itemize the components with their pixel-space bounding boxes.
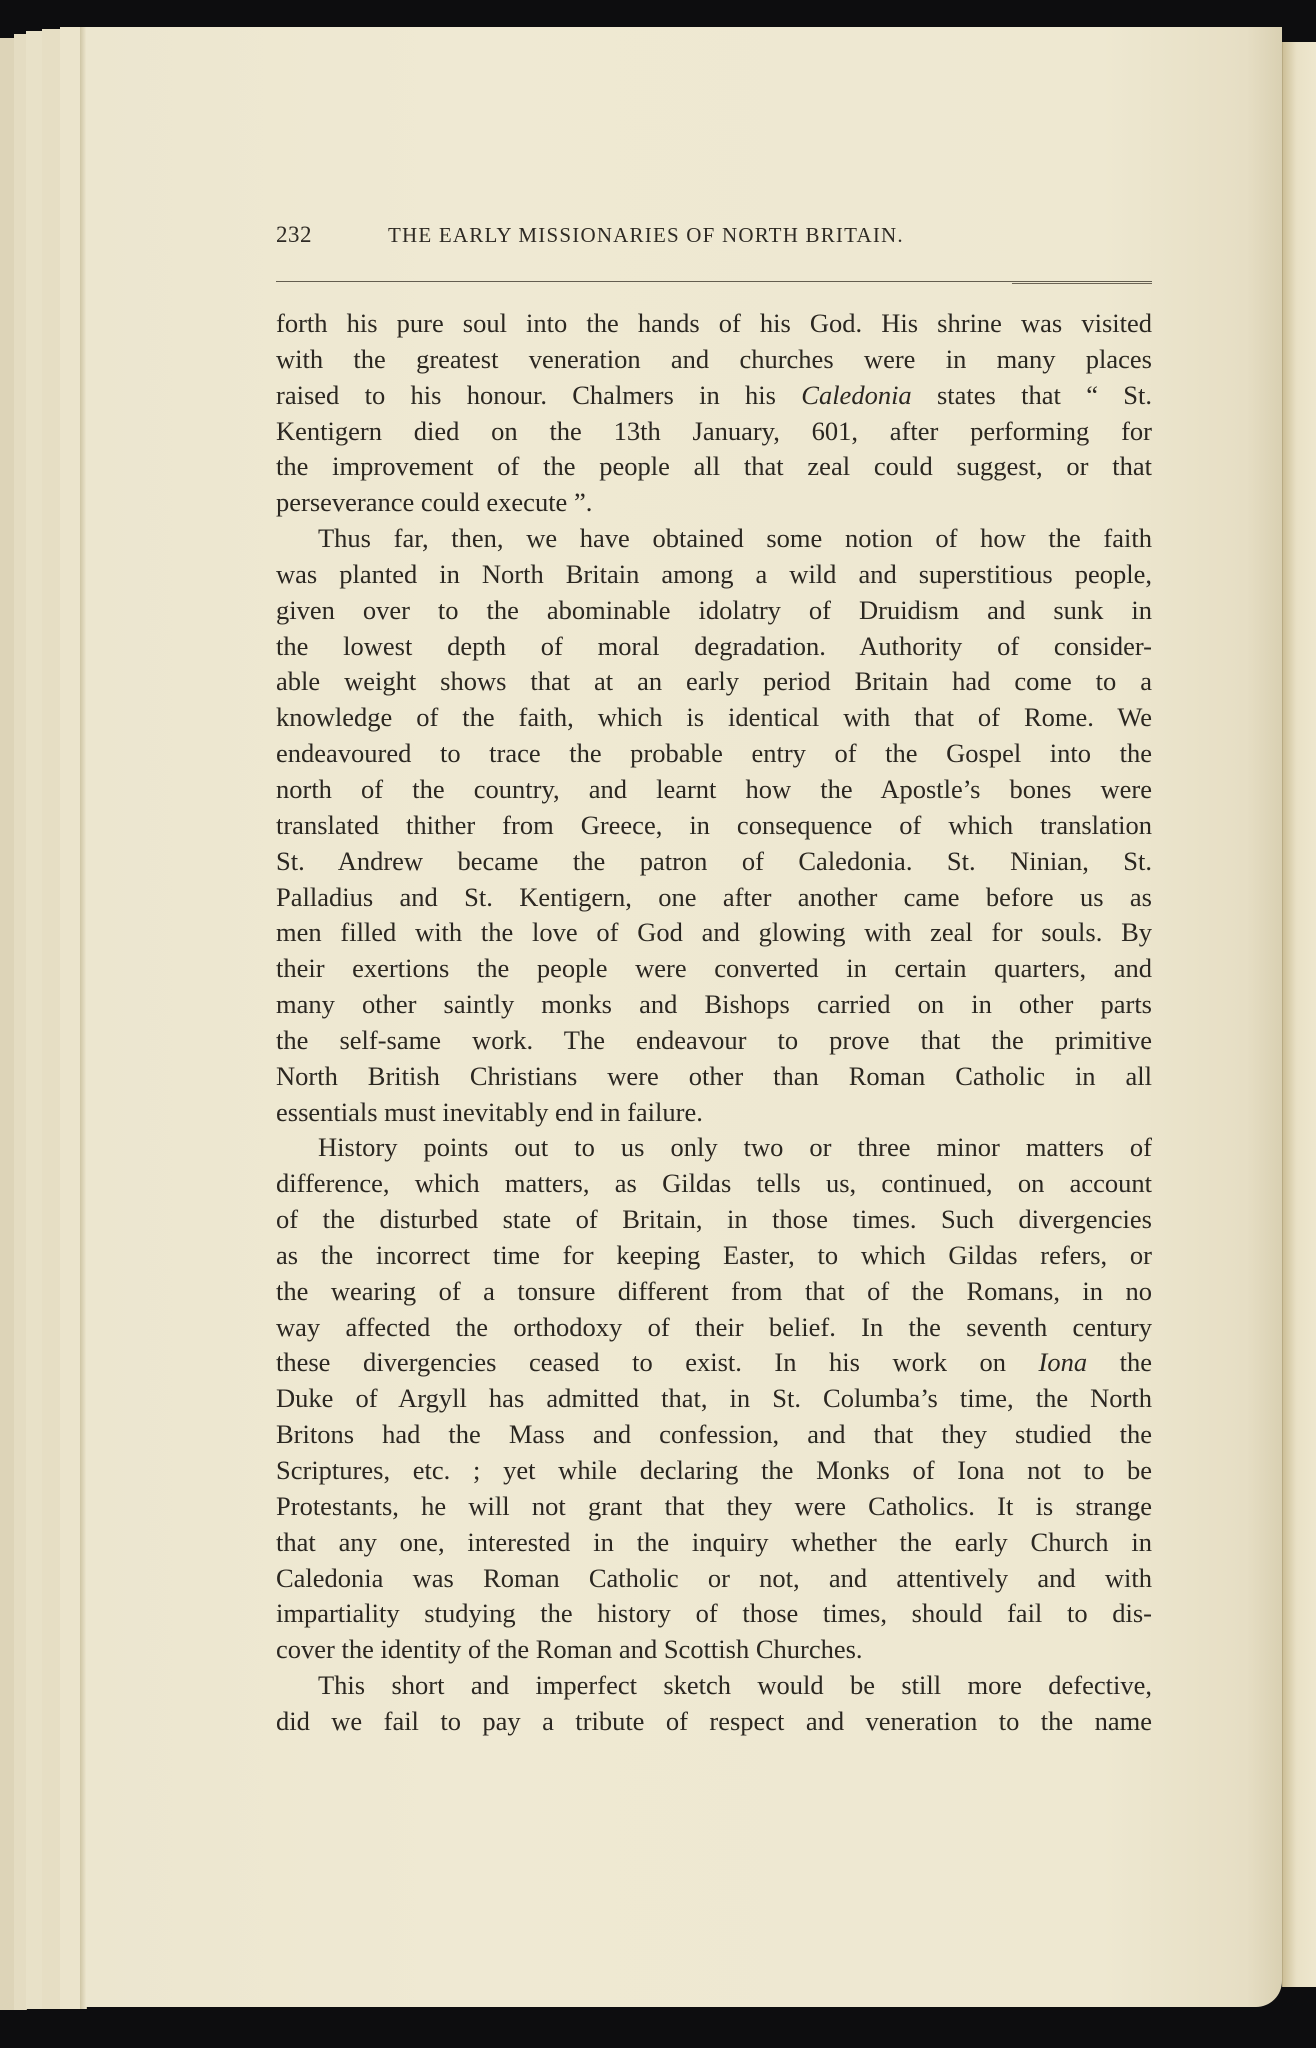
text-line	[276, 772, 1152, 808]
text-run: Duke of Argyll has admitted that, in St. Columba’s time, the North	[276, 1383, 1152, 1414]
text-line	[276, 1095, 1152, 1131]
text-run: endeavoured to trace the probable entry of the Gospel into the	[276, 738, 1152, 769]
text-line	[276, 1453, 1152, 1489]
paragraph	[276, 521, 1152, 1130]
text-run: knowledge of the faith, which is identical with that of Rome. We	[276, 702, 1152, 733]
text-run: impartiality studying the history of those times, should fail to dis-	[276, 1598, 1152, 1629]
text-line	[276, 1059, 1152, 1095]
text-run: the self-same work. The endeavour to prove that the primitive	[276, 1024, 1152, 1055]
text-run: that any one, interested in the inquiry whether the early Church in	[276, 1526, 1152, 1557]
text-run: was planted in North Britain among a wild and superstitious people,	[276, 558, 1152, 589]
text-line	[276, 1345, 1152, 1381]
text-run: these divergencies ceased to exist. In his work on	[276, 1347, 1039, 1378]
text-run: the lowest depth of moral degradation. Authority of consider-	[276, 630, 1152, 661]
text-line	[276, 1274, 1152, 1310]
text-run: North British Christians were other than Roman Catholic in all	[276, 1060, 1152, 1091]
body-text	[276, 306, 1152, 1740]
text-line	[276, 1704, 1152, 1740]
text-run: states that “ St.	[911, 379, 1152, 410]
text-run: the	[1087, 1347, 1152, 1378]
text-line	[276, 1596, 1152, 1632]
text-run: their exertions the people were converted in certain quarters, and	[276, 953, 1152, 984]
text-run: many other saintly monks and Bishops carried on in other parts	[276, 989, 1152, 1020]
text-run: the wearing of a tonsure different from that of the Romans, in no	[276, 1275, 1152, 1306]
text-line	[276, 1166, 1152, 1202]
text-line	[276, 521, 1152, 557]
text-line	[276, 664, 1152, 700]
text-run: forth his pure soul into the hands of his God. His shrine was visited	[276, 308, 1152, 338]
text-run: Protestants, he will not grant that they were Catholics. It is strange	[276, 1490, 1152, 1521]
text-run: Thus far, then, we have obtained some notion of how the faith	[318, 523, 1152, 554]
text-line	[276, 593, 1152, 629]
text-line	[276, 1310, 1152, 1346]
italic-title: Caledonia	[801, 379, 912, 410]
text-run: Kentigern died on the 13th January, 601, after performing for	[276, 415, 1152, 446]
running-head	[276, 222, 1156, 248]
text-line	[276, 1489, 1152, 1525]
page-number: 232	[276, 222, 312, 247]
text-run: with the greatest veneration and churches were in many places	[276, 343, 1152, 374]
text-run: translated thither from Greece, in consequence of which translation	[276, 809, 1152, 840]
italic-title: Iona	[1038, 1347, 1088, 1378]
text-run: the improvement of the people all that zeal could suggest, or that	[276, 451, 1152, 482]
text-run: Scriptures, etc. ; yet while declaring the Monks of Iona not to be	[276, 1455, 1152, 1485]
text-run: essentials must inevitably end in failure.	[276, 1096, 703, 1127]
text-line	[276, 1202, 1152, 1238]
page-edge	[26, 31, 43, 2009]
text-line	[276, 1561, 1152, 1597]
header-rule-tail	[1012, 283, 1152, 284]
text-line	[276, 808, 1152, 844]
text-line	[276, 880, 1152, 916]
text-line	[276, 1417, 1152, 1453]
text-run: as the incorrect time for keeping Easter, to which Gildas refers, or	[276, 1239, 1152, 1270]
text-line	[276, 736, 1152, 772]
text-run: north of the country, and learnt how the Apostle’s bones were	[276, 773, 1152, 804]
page-edge	[0, 38, 15, 2010]
text-line	[276, 700, 1152, 736]
text-run: able weight shows that at an early period Britain had come to a	[276, 666, 1152, 697]
text-run: St. Andrew became the patron of Caledonia. St. Ninian, St.	[276, 845, 1152, 876]
text-line	[276, 1525, 1152, 1561]
page-edge	[42, 29, 61, 2009]
text-line	[276, 1668, 1152, 1704]
text-line	[276, 306, 1152, 342]
text-line	[276, 485, 1152, 521]
text-run: men filled with the love of God and glowing with zeal for souls. By	[276, 917, 1152, 948]
text-line	[276, 414, 1152, 450]
text-run: Palladius and St. Kentigern, one after another came before us as	[276, 881, 1152, 912]
text-line	[276, 1632, 1152, 1668]
text-line	[276, 915, 1152, 951]
text-run: Caledonia was Roman Catholic or not, and attentively and with	[276, 1562, 1152, 1593]
text-line	[276, 1381, 1152, 1417]
text-line	[276, 951, 1152, 987]
text-line	[276, 1130, 1152, 1166]
text-line	[276, 1023, 1152, 1059]
text-run: History points out to us only two or three minor matters of	[318, 1132, 1152, 1163]
text-run: cover the identity of the Roman and Scottish Churches.	[276, 1634, 863, 1665]
text-run: given over to the abominable idolatry of Druidism and sunk in	[276, 594, 1152, 625]
header-rule	[276, 281, 1152, 282]
text-line	[276, 1238, 1152, 1274]
text-run: perseverance could execute ”.	[276, 487, 593, 518]
text-run: raised to his honour. Chalmers in his	[276, 379, 802, 410]
text-line	[276, 342, 1152, 378]
next-page-edge	[1282, 42, 1316, 1987]
text-run: of the disturbed state of Britain, in those times. Such divergencies	[276, 1204, 1152, 1235]
text-line	[276, 629, 1152, 665]
paragraph	[276, 1668, 1152, 1740]
paragraph	[276, 306, 1152, 521]
text-line	[276, 987, 1152, 1023]
running-title: THE EARLY MISSIONARIES OF NORTH BRITAIN.	[388, 223, 904, 247]
text-run: difference, which matters, as Gildas tells us, continued, on account	[276, 1168, 1152, 1199]
text-line	[276, 844, 1152, 880]
text-run: did we fail to pay a tribute of respect and veneration to the name	[276, 1705, 1152, 1736]
text-line	[276, 557, 1152, 593]
text-line	[276, 378, 1152, 414]
text-run: Britons had the Mass and confession, and that they studied the	[276, 1419, 1152, 1450]
paragraph	[276, 1130, 1152, 1668]
text-line	[276, 449, 1152, 485]
text-run: way affected the orthodoxy of their belief. In the seventh century	[276, 1311, 1152, 1342]
text-run: This short and imperfect sketch would be still more defective,	[318, 1670, 1152, 1701]
